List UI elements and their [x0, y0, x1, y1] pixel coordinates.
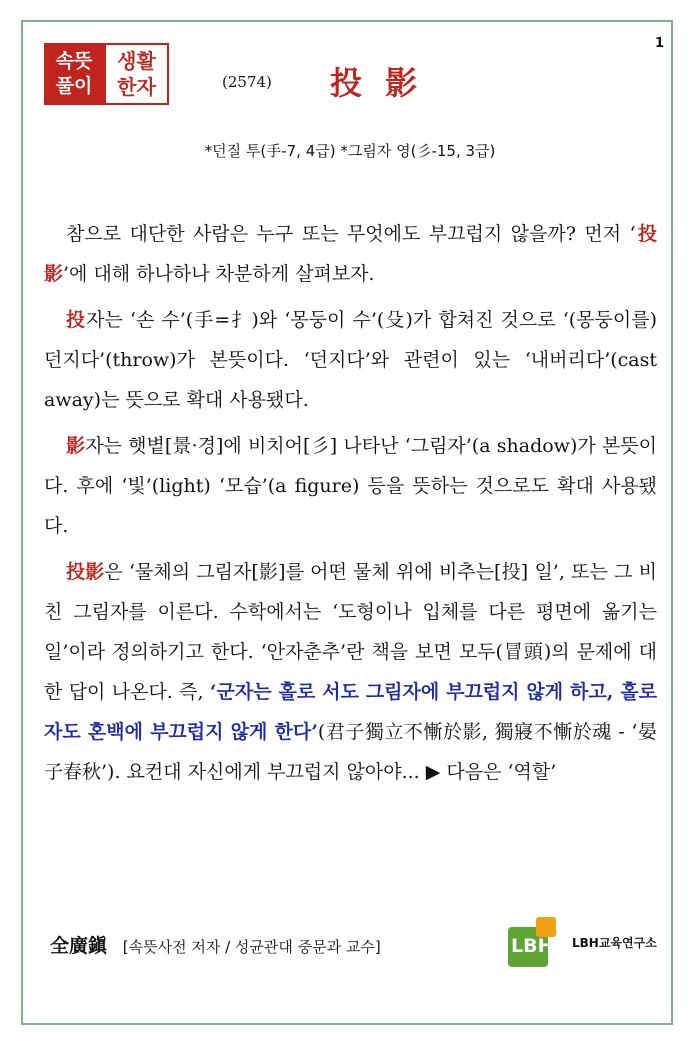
logo-text-top-right: 생활 — [117, 49, 156, 73]
p1-text-a: 참으로 대단한 사람은 누구 또는 무엇에도 부끄럽지 않을까? 먼저 ‘ — [66, 223, 636, 245]
p4-text-b: 은 ‘물체의 그림자[影]를 어떤 물체 위에 비추는[投] 일’, 또는 그 비친 그림자를 이른다. 수학에서는 ‘도형이나 입체를 다른 평면에 옮기는 일’이라 정의하기고 한다. ‘안자춘추’란 책을 보면 모두(冒頭)의 문제에 대한 답이 나온다. 즉, — [44, 561, 657, 703]
logo-right-block — [104, 43, 169, 105]
p3-keyword: 影 — [66, 435, 86, 457]
article-number: (2574) — [222, 73, 272, 91]
author-name: 全廣鎭 — [50, 935, 108, 957]
paragraph-4 — [44, 552, 657, 792]
article-body — [44, 214, 657, 798]
logo-text-bottom-right: 한자 — [117, 75, 156, 99]
logo-text-bottom-left: 풀이 — [55, 75, 93, 97]
author-line — [50, 931, 381, 958]
paragraph-1 — [44, 214, 657, 294]
p1-text-c: ’에 대해 하나하나 차분하게 살펴보자. — [63, 263, 375, 285]
paragraph-3 — [44, 426, 657, 546]
logo — [44, 43, 169, 105]
brand-mark-text: LBH — [511, 934, 554, 957]
character-meanings: *던질 투(手-7, 4급) *그림자 영(彡-15, 3급) — [204, 142, 496, 160]
page-title: 投 影 — [330, 64, 424, 102]
p4-quote: ‘군자는 홀로 서도 그림자에 부끄럽지 않게 하고, 홀로 자도 혼백에 부끄럽지 않게 한다’ — [44, 681, 657, 743]
brand-mark-icon — [508, 917, 566, 969]
paragraph-2 — [44, 300, 657, 420]
logo-left-block — [44, 43, 104, 105]
author-affiliation: [속뜻사전 저자 / 성균관대 중문과 교수] — [122, 938, 381, 956]
logo-text-top-left: 속뜻 — [55, 50, 93, 72]
page-number: 1 — [654, 36, 664, 51]
brand-name: LBH교육연구소 — [572, 936, 657, 950]
p1-keyword: 投影 — [44, 223, 657, 285]
p4-keyword: 投影 — [66, 561, 105, 583]
brand-logo — [508, 915, 657, 970]
p2-keyword: 投 — [66, 309, 87, 331]
p3-text: 자는 햇볕[景·경]에 비치어[彡] 나타난 ‘그림자’(a shadow)가 본뜻이다. 후에 ‘빛’(light) ‘모습’(a figure) 등을 뜻하는 것으로도 확대 사용됐다. — [44, 435, 657, 537]
p2-text: 자는 ‘손 수’(手=扌)와 ‘몽둥이 수’(殳)가 합쳐진 것으로 ‘(몽둥이를) 던지다’(throw)가 본뜻이다. ‘던지다’와 관련이 있는 ‘내버리다’(cast away)는 뜻으로 확대 사용됐다. — [44, 309, 657, 411]
p4-text-d: (君子獨立不慚於影, 獨寢不慚於魂 - ‘晏子春秋’). 요컨대 자신에게 부끄럽지 않아야... ▶ 다음은 ‘역할’ — [44, 721, 657, 783]
